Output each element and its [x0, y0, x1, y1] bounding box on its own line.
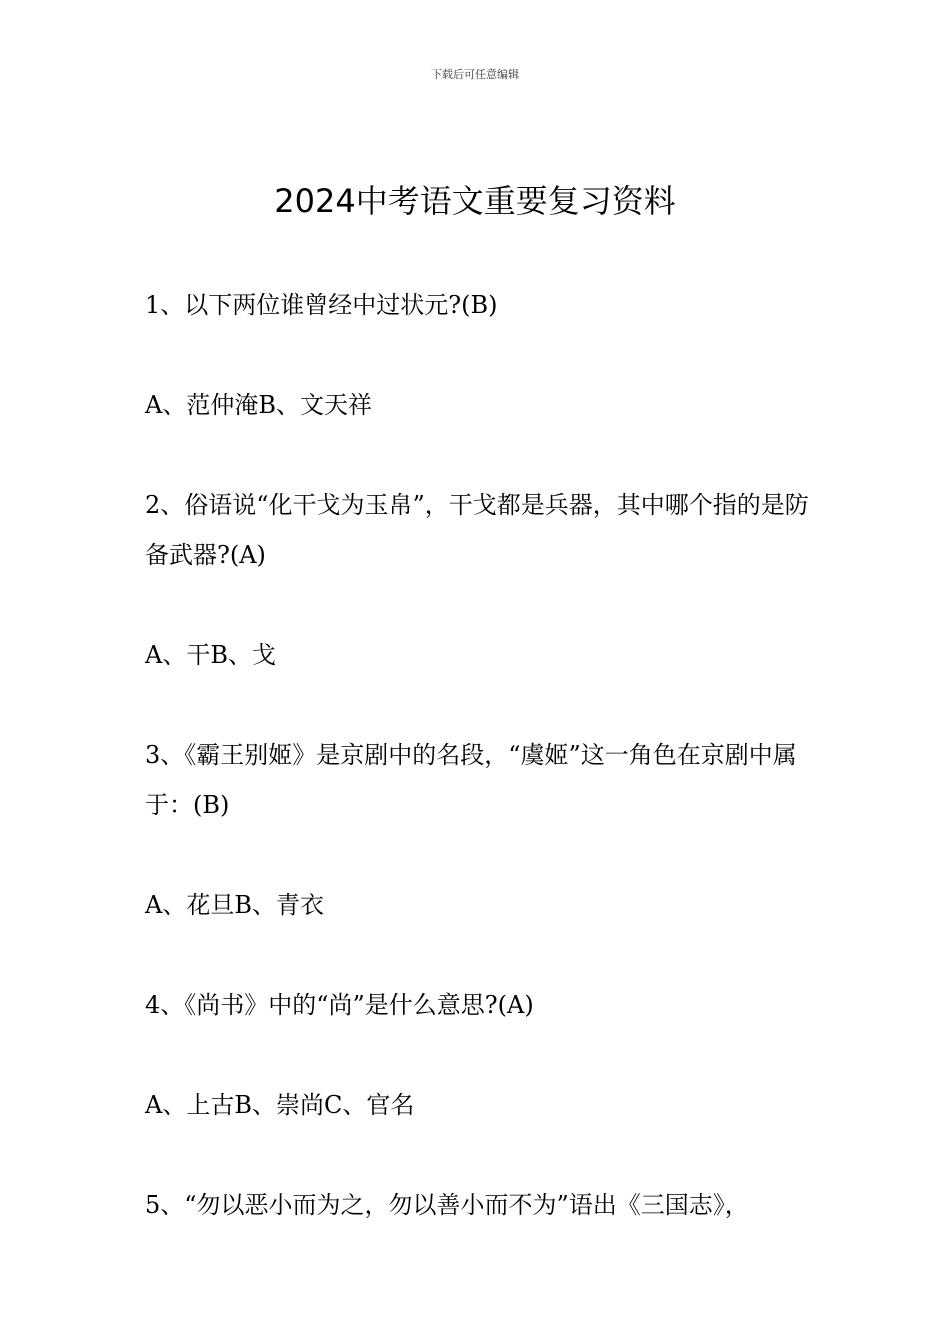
- question-4: 4、《尚书》中的“尚”是什么意思?(A): [145, 991, 534, 1019]
- question-3: 3、《霸王别姬》是京剧中的名段，“虞姬”这一角色在京剧中属于：(B): [145, 741, 797, 819]
- question-5: 5、“勿以恶小而为之，勿以善小而不为”语出《三国志》，: [145, 1191, 749, 1219]
- answer-options-1: A、范仲淹B、文天祥: [145, 391, 372, 419]
- question-2: 2、俗语说“化干戈为玉帛”，干戈都是兵器，其中哪个指的是防备武器?(A): [145, 491, 809, 569]
- answer-options-4: A、上古B、崇尚C、官名: [145, 1091, 415, 1119]
- document-title: 2024中考语文重要复习资料: [274, 182, 676, 220]
- document-body: [145, 280, 815, 1230]
- question-1: 1、以下两位谁曾经中过状元?(B): [145, 291, 498, 319]
- answer-options-3: A、花旦B、青衣: [145, 891, 324, 919]
- answer-options-2: A、干B、戈: [145, 641, 276, 669]
- page-header-note: 下载后可任意编辑: [431, 68, 519, 81]
